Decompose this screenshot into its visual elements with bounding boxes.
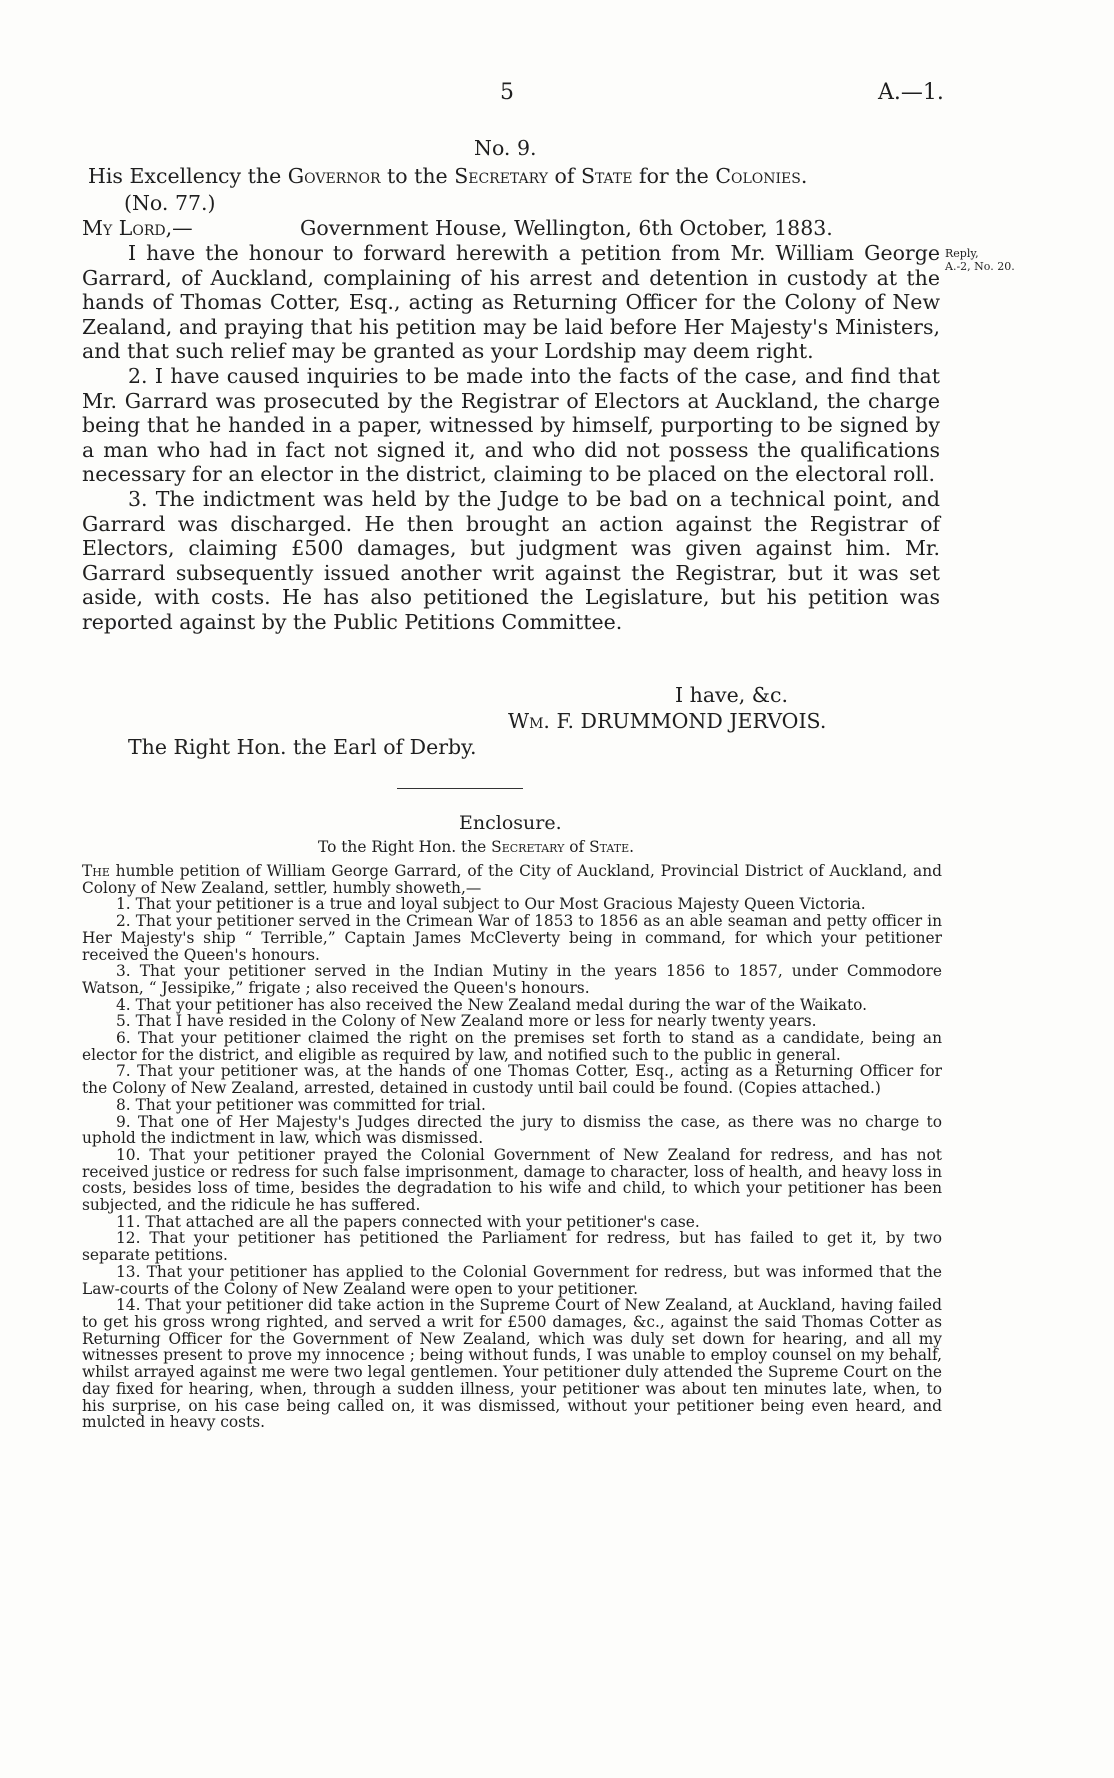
petition-item: 3. That your petitioner served in the Indian Mutiny in the years 1856 to 1857, under Commodore Watson, “ Jessipike,” frigate ; also received the Queen's honours. [82,962,942,997]
letter-body [82,241,940,635]
to-prefix: To the Right Hon. the [318,838,492,856]
series-reference: A.—1. [878,80,944,105]
signature-prefix: Wm. [508,709,550,733]
title-mid2: of [547,164,581,188]
petition-body [82,863,942,1431]
margin-note-reference: A.-2, No. 20. [945,260,1015,273]
petition-intro-the: The [82,862,110,880]
letter-title [88,164,948,189]
title-secretary: Secretary [454,164,548,188]
title-mid3: for the [632,164,716,188]
letter-paragraph-3: 3. The indictment was held by the Judge to be bad on a technical point, and Garrard was discharged. He then brought an action against the Registrar of Electors, claiming £500 damages, but judgment was given against him. Mr. Garrard subsequently issued another writ against the Registrar, but it was set aside, with costs. He has also petitioned the Legislature, but his petition was reported against by the Public Petitions Committee. [82,486,940,634]
margin-note-reply: Reply, [945,247,979,260]
section-divider [397,788,523,789]
petition-item: 8. That your petitioner was committed for trial. [116,1095,486,1114]
letter-number: No. 9. [474,136,537,160]
letter-paragraph-2: 2. I have caused inquiries to be made into the facts of the case, and find that Mr. Garrard was prosecuted by the Registrar of Electors at Auckland, the charge being that he handed in a paper, witnessed by himself, purporting to be signed by a man who had in fact not signed it, and who did not possess the qualifications necessary for an elector in the district, claiming to be placed on the electoral roll. [82,363,940,487]
petition-item: 12. That your petitioner has petitioned the Parliament for redress, but has failed to get it, by two separate petitions. [82,1229,942,1265]
despatch-number: (No. 77.) [124,191,216,215]
petition-intro [82,863,942,896]
petition-item: 5. That I have resided in the Colony of New Zealand more or less for nearly twenty years. [116,1012,817,1031]
signature-name: F. DRUMMOND JERVOIS. [549,709,827,733]
title-mid: to the [380,164,455,188]
title-suffix: . [800,164,808,188]
petition-item: 14. That your petitioner did take action in the Supreme Court of New Zealand, at Auckland, having failed to get his gross wrong righted, and served a writ for £500 damages, &c., against the said Thomas Cotter as Returning Officer for the Government of New Zealand, which was duly set down for hearing, and all my witnesses present to prove my innocence ; being without funds, I was unable to employ counsel on my behalf, whilst arrayed against me were two legal gentlemen. Your petitioner duly attended the Supreme Court on the day fixed for hearing, when, through a sudden illness, your petitioner was about ten minutes late, when, to his surprise, on his case being called on, it was dismissed, without your petitioner being even heard, and mulcted in heavy costs. [82,1296,942,1432]
petition-intro-text: humble petition of William George Garrard, of the City of Auckland, Provincial District of Auckland, and Colony of New Zealand, settler, humbly showeth,— [82,862,942,897]
title-state: State [580,164,633,188]
title-colonies: Colonies [715,164,801,188]
petition-item: 9. That one of Her Majesty's Judges directed the jury to dismiss the case, as there was no charge to uphold the indictment in law, which was dismissed. [82,1112,942,1148]
place-date: Government House, Wellington, 6th October, 1883. [300,216,833,240]
to-suffix: . [629,838,635,856]
petition-item: 4. That your petitioner has also received the New Zealand medal during the war of the Waikato. [116,995,868,1014]
petition-item: 10. That your petitioner prayed the Colonial Government of New Zealand for redress, and has not received justice or redress for such false imprisonment, damage to character, loss of health, and heavy loss in costs, besides loss of time, besides the degradation to his wife and child, to which your petitioner has been subjected, and the ridicule he has suffered. [82,1145,942,1215]
petition-item: 6. That your petitioner claimed the right on the premises set forth to stand as a candidate, being an elector for the district, and eligible as required by law, and notified such to the public in general. [82,1029,942,1064]
letter-paragraph-1: I have the honour to forward herewith a petition from Mr. William George Garrard, of Auckland, complaining of his arrest and detention in custody at the hands of Thomas Cotter, Esq., acting as Returning Officer for the Colony of New Zealand, and praying that his petition may be laid before Her Majesty's Ministers, and that such relief may be granted as your Lordship may deem right. [82,241,940,364]
petition-item: 2. That your petitioner served in the Crimean War of 1853 to 1856 as an able seaman and petty officer in Her Majesty's ship “ Terrible,” Captain James McCleverty being in command, for which your petitioner received the Queen's honours. [82,912,942,964]
signature [508,709,826,734]
to-of: of [564,838,590,856]
to-secretary: Secretary [491,838,565,856]
petition-item: 11. That attached are all the papers connected with your petitioner's case. [116,1212,700,1231]
petition-item: 13. That your petitioner has applied to the Colonial Government for redress, but was informed that the Law-courts of the Colony of New Zealand were open to your petitioner. [82,1262,942,1298]
petition-item: 7. That your petitioner was, at the hands of one Thomas Cotter, Esq., acting as a Returning Officer for the Colony of New Zealand, arrested, detained in custody until bail could be found. (Copies attached.) [82,1062,942,1098]
petition-item: 1. That your petitioner is a true and loyal subject to Our Most Gracious Majesty Queen Victoria. [116,895,866,914]
salutation: My Lord,— [82,216,193,240]
addressee: The Right Hon. the Earl of Derby. [128,735,477,759]
to-state: State [589,838,630,856]
title-prefix: His Excellency the [88,164,288,188]
enclosure-addressee [318,838,634,856]
page-number: 5 [500,80,514,105]
letter-closing: I have, &c. [675,683,789,707]
enclosure-heading: Enclosure. [459,812,562,834]
title-governor: Governor [287,164,381,188]
